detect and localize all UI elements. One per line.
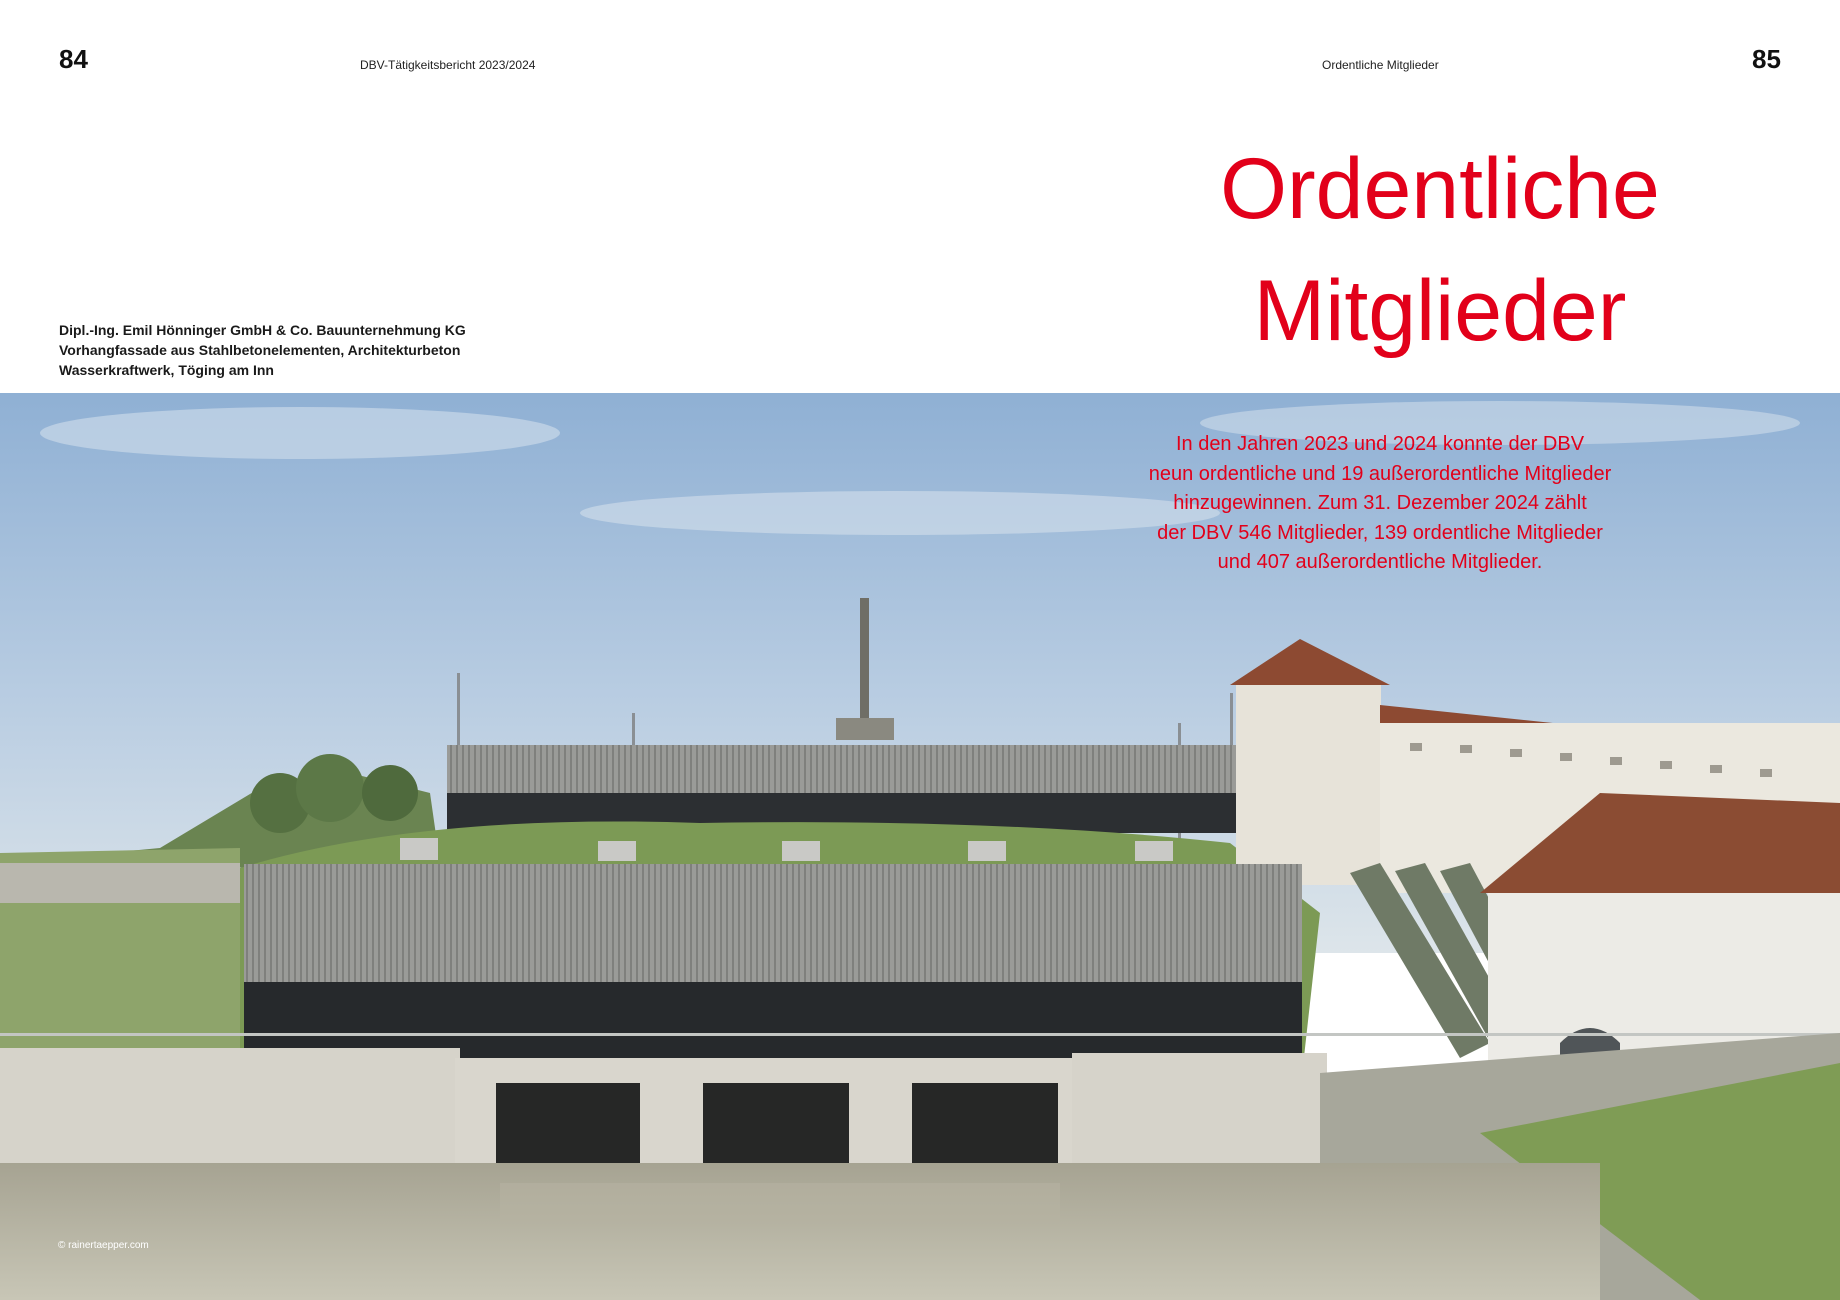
- intro-line-5: und 407 außerordentliche Mitglieder.: [1217, 551, 1543, 573]
- right-page-number: 85: [1752, 44, 1781, 74]
- left-running-title: DBV-Tätigkeitsbericht 2023/2024: [360, 58, 536, 72]
- intro-line-2: neun ordentliche und 19 außerordentliche Mitglieder: [1148, 462, 1612, 485]
- caption-line-3: Wasserkraftwerk, Töging am Inn: [59, 362, 274, 378]
- photo-caption: [59, 320, 466, 380]
- intro-text: [1110, 430, 1650, 578]
- intro-line-4: der DBV 546 Mitglieder, 139 ordentliche Mitglieder: [1157, 521, 1603, 544]
- page-title: [1080, 128, 1800, 372]
- right-running-title: Ordentliche Mitglieder: [1322, 58, 1439, 72]
- caption-line-2: Vorhangfassade aus Stahlbetonelementen, Architekturbeton: [59, 342, 461, 358]
- intro-line-1: In den Jahren 2023 und 2024 konnte der DBV: [1175, 433, 1585, 455]
- title-line-1: Ordentliche: [1220, 141, 1660, 237]
- title-line-2: Mitglieder: [1253, 263, 1627, 359]
- photo-credit: © rainertaepper.com: [58, 1240, 149, 1251]
- caption-line-1: Dipl.-Ing. Emil Hönninger GmbH & Co. Bauunternehmung KG: [59, 322, 466, 338]
- left-page-number: 84: [59, 44, 88, 74]
- intro-line-3: hinzugewinnen. Zum 31. Dezember 2024 zählt: [1173, 492, 1587, 514]
